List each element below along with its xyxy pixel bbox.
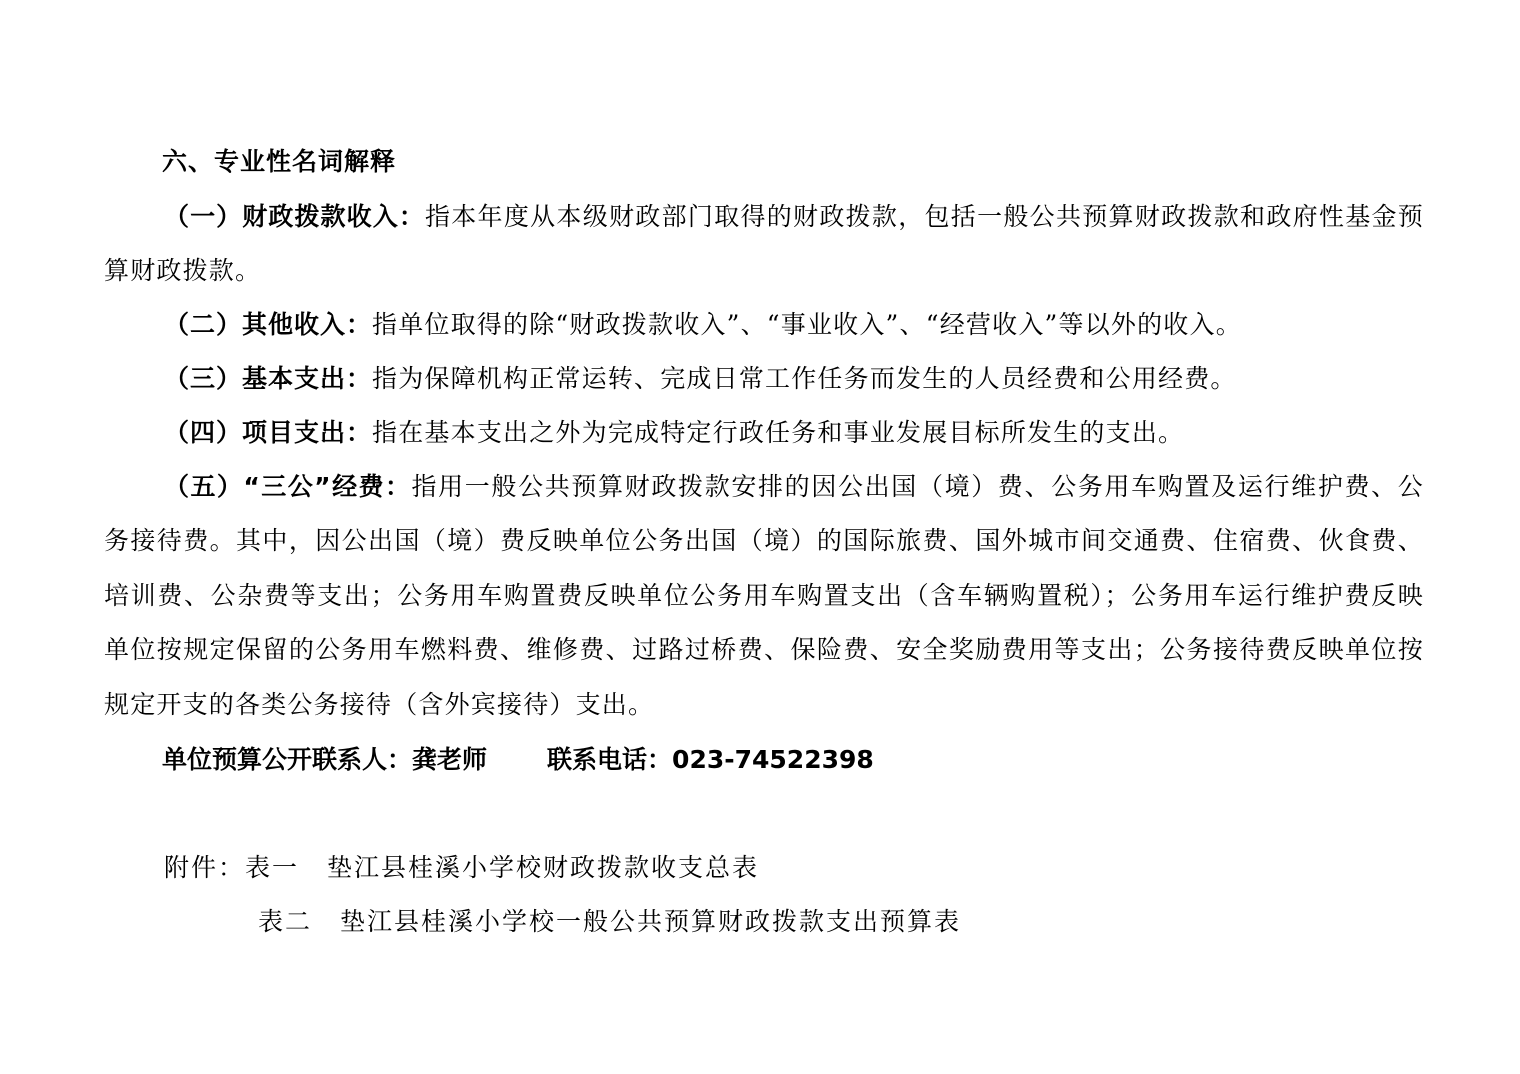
- definition-term: （三）基本支出：: [164, 364, 373, 393]
- contact-phone-label: 联系电话：: [547, 745, 673, 774]
- section-heading: 六、专业性名词解释: [162, 147, 397, 176]
- attachment-title: 垫江县桂溪小学校一般公共预算财政拨款支出预算表: [340, 907, 962, 936]
- contact-line: [162, 740, 874, 776]
- attachment-item: [164, 848, 759, 884]
- attachment-number: 表一: [245, 853, 300, 882]
- definition-text: 指为保障机构正常运转、完成日常工作任务而发生的人员经费和公用经费。: [372, 364, 1237, 393]
- definition-text: 指用一般公共预算财政拨款安排的因公出国（境）费、公务用车购置及运行维护费、公务接待费。其中，因公出国（境）费反映单位公务出国（境）的国际旅费、国外城市间交通费、住宿费、伙食费、培训费、公杂费等支出；公务用车购置费反映单位公务用车购置支出（含车辆购置税）；公务用车运行维护费反映单位按规定保留的公务用车燃料费、维修费、过路过桥费、保险费、安全奖励费用等支出；公务接待费反映单位按规定开支的各类公务接待（含外宾接待）支出。: [104, 472, 1424, 719]
- definition-paragraph: [104, 460, 1424, 732]
- contact-phone: 023-74522398: [672, 745, 874, 774]
- definition-term: （二）其他收入：: [164, 310, 373, 339]
- definition-paragraph: [104, 352, 1424, 406]
- definition-text: 指单位取得的除“财政拨款收入”、“事业收入”、“经营收入”等以外的收入。: [372, 310, 1242, 339]
- contact-person-name: 龚老师: [412, 745, 488, 774]
- definition-term: （五）“三公”经费：: [164, 472, 412, 501]
- definition-text: 指在基本支出之外为完成特定行政任务和事业发展目标所发生的支出。: [372, 418, 1185, 447]
- definition-term: （一）财政拨款收入：: [164, 202, 425, 231]
- definition-text: 指本年度从本级财政部门取得的财政拨款，包括一般公共预算财政拨款和政府性基金预算财政拨款。: [104, 202, 1424, 286]
- attachment-label: 附件：: [164, 853, 246, 882]
- definition-paragraph: [104, 298, 1424, 352]
- definition-paragraph: [104, 406, 1424, 460]
- definition-term: （四）项目支出：: [164, 418, 373, 447]
- contact-person-label: 单位预算公开联系人：: [162, 745, 413, 774]
- attachment-title: 垫江县桂溪小学校财政拨款收支总表: [327, 853, 760, 882]
- attachment-item: [258, 902, 961, 938]
- attachment-number: 表二: [258, 907, 313, 936]
- definition-paragraph: [104, 190, 1424, 299]
